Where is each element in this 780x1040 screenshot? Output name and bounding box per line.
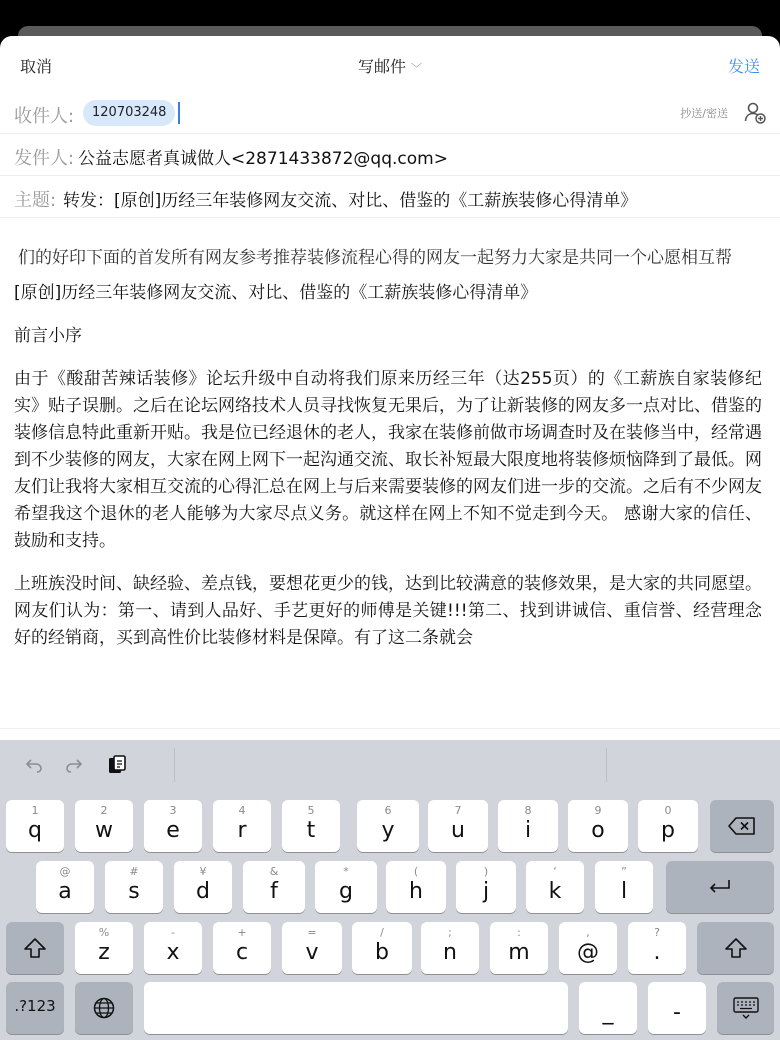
key-underscore[interactable] [579, 982, 637, 1034]
key-x[interactable] [144, 922, 202, 974]
key-label: . [653, 940, 661, 965]
key-hint: 3 [169, 804, 177, 817]
key-hint: ¥ [199, 865, 207, 878]
key-hint: ) [483, 865, 489, 878]
paste-icon[interactable] [106, 754, 128, 776]
body-paragraph: 上班族没时间、缺经验、差点钱，要想花更少的钱，达到比较满意的装修效果，是大家的共同愿望。网友们认为：第一、请到人品好、手艺更好的师傅是关键!!!第二、找到讲诚信、重信誉、经营理念好的经销商，买到高性价比装修材料是保障。有了这二条就会 [14, 574, 762, 648]
globe-icon [92, 996, 116, 1020]
key-w[interactable] [75, 800, 133, 852]
redo-icon[interactable] [64, 754, 84, 776]
return-key[interactable] [666, 861, 774, 913]
key-hint: / [380, 926, 384, 939]
toolbar-divider [606, 748, 607, 782]
numbers-mode-key[interactable] [6, 982, 64, 1034]
recipient-field[interactable] [0, 92, 780, 134]
shift-key-left[interactable] [6, 922, 64, 974]
cancel-button[interactable]: 取消 [20, 57, 53, 76]
key-label: n [443, 940, 457, 965]
recipient-chip[interactable]: 120703248 [83, 100, 175, 126]
key-hint: # [129, 865, 139, 878]
key-hint: ” [621, 865, 627, 878]
key-z[interactable] [75, 922, 133, 974]
return-icon [707, 877, 733, 897]
recipient-label: 收件人: [14, 106, 75, 127]
key-label: z [98, 940, 110, 965]
key-label: r [237, 818, 247, 843]
key-hint: 0 [664, 804, 672, 817]
key-r[interactable] [213, 800, 271, 852]
key-label: i [524, 818, 532, 843]
key-hint: 7 [454, 804, 462, 817]
key-hint: 1 [31, 804, 39, 817]
clipped-text: 们的好印下面的首发所有网友参考推荐装修流程心得的网友一起努力大家是共同一个心愿相互帮 [18, 248, 732, 268]
keyboard-shortcut-bar [0, 740, 780, 790]
key-label: k [548, 879, 562, 904]
backspace-icon [727, 816, 757, 836]
key-label: _ [602, 1000, 614, 1025]
key-label: u [451, 818, 465, 843]
key-label: b [375, 940, 389, 965]
key-n[interactable] [421, 922, 479, 974]
key-hint: = [307, 926, 317, 939]
key-h[interactable] [386, 861, 446, 913]
key-label: e [166, 818, 180, 843]
subject-label: 主题: [14, 190, 57, 211]
key-label: a [58, 879, 72, 904]
key-hint: ; [448, 926, 452, 939]
shift-icon [23, 937, 47, 959]
key-label: g [339, 879, 353, 904]
key-m[interactable] [490, 922, 548, 974]
chevron-down-icon: ﹀ [411, 62, 422, 75]
key-label: h [409, 879, 423, 904]
key-p[interactable] [638, 800, 698, 852]
hide-keyboard-key[interactable] [717, 982, 774, 1034]
compose-title[interactable] [0, 54, 780, 77]
shift-icon [724, 937, 748, 959]
key-i[interactable] [498, 800, 558, 852]
key-q[interactable] [6, 800, 64, 852]
key-label: @ [577, 940, 599, 965]
globe-key[interactable] [75, 982, 133, 1034]
key-d[interactable] [174, 861, 232, 913]
key-label: x [166, 940, 180, 965]
backspace-key[interactable] [710, 800, 774, 852]
key-label: j [482, 879, 490, 904]
key-t[interactable] [282, 800, 340, 852]
sender-value: 公益志愿者真诚做人<2871433872@qq.com> [78, 149, 448, 169]
key-u[interactable] [428, 800, 488, 852]
key-hint: 6 [384, 804, 392, 817]
key-hint: ( [413, 865, 419, 878]
subject-field[interactable] [0, 176, 780, 218]
key-hint: 9 [594, 804, 602, 817]
key-hint: , [586, 926, 590, 939]
key-label: .?123 [14, 997, 56, 1015]
body-title-line: [原创]历经三年装修网友交流、对比、借鉴的《工薪族装修心得清单》 [14, 283, 538, 303]
key-k[interactable] [526, 861, 584, 913]
key-label: c [235, 940, 249, 965]
compose-sheet [0, 36, 780, 740]
key-label: v [305, 940, 319, 965]
key-hint: 5 [307, 804, 315, 817]
key-hint: 8 [524, 804, 532, 817]
key-label: t [306, 818, 316, 843]
key-hint: + [237, 926, 247, 939]
key-at[interactable] [559, 922, 617, 974]
key-label: w [95, 818, 113, 843]
key-y[interactable] [357, 800, 419, 852]
key-dash[interactable] [648, 982, 706, 1034]
add-contact-icon[interactable] [744, 100, 766, 126]
onscreen-keyboard [0, 740, 780, 1040]
key-hint: @ [59, 865, 71, 878]
key-hint: : [517, 926, 521, 939]
key-label: m [508, 940, 530, 965]
key-g[interactable] [315, 861, 377, 913]
key-hint: % [98, 926, 110, 939]
space-bar[interactable] [144, 982, 568, 1034]
body-paragraph: 由于《酸甜苦辣话装修》论坛升级中自动将我们原来历经三年（达255页）的《工薪族自家装修纪实》贴子误删。之后在论坛网络技术人员寻找恢复无果后，为了让新装修的网友多一点对比、借鉴的装修信息特此重新开贴。我是位已经退休的老人，我家在装修前做市场调查时及在装修当中，经常遇到不少装修的网友，大家在网上网下一起沟通交流、取长补短最大限度地将装修烦恼降到了最低。网友们让我将大家相互交流的心得汇总在网上与后来需要装修的网友们进一步的交流。之后有不少网友希望我这个退休的老人能够为大家尽点义务。就这样在网上不知不觉走到今天。 感谢大家的信任、鼓励和支持。 [14, 369, 762, 551]
text-cursor [178, 102, 180, 124]
sender-field[interactable] [0, 134, 780, 176]
body-preface-heading: 前言小序 [14, 326, 82, 346]
key-l[interactable] [595, 861, 653, 913]
key-label: q [28, 818, 42, 843]
key-label: o [591, 818, 605, 843]
message-body[interactable] [14, 280, 762, 668]
key-b[interactable] [352, 922, 412, 974]
key-hint: & [269, 865, 279, 878]
key-label: y [381, 818, 395, 843]
key-label: d [196, 879, 210, 904]
key-label: l [620, 879, 628, 904]
toolbar-divider [174, 748, 175, 782]
shift-key-right[interactable] [697, 922, 774, 974]
key-c[interactable] [213, 922, 271, 974]
key-hint: ‘ [553, 865, 557, 878]
key-j[interactable] [456, 861, 516, 913]
key-hint: * [343, 865, 349, 878]
key-e[interactable] [144, 800, 202, 852]
key-hint: - [171, 926, 175, 939]
key-f[interactable] [243, 861, 305, 913]
compose-navbar [0, 36, 780, 92]
key-s[interactable] [105, 861, 163, 913]
compose-title-label: 写邮件 [357, 57, 406, 76]
key-v[interactable] [282, 922, 342, 974]
key-label: s [128, 879, 140, 904]
key-a[interactable] [36, 861, 94, 913]
clipped-text-line [18, 248, 762, 268]
key-hint: ? [654, 926, 660, 939]
subject-value: 转发：[原创]历经三年装修网友交流、对比、借鉴的《工薪族装修心得清单》 [63, 191, 638, 211]
key-label: f [270, 879, 278, 904]
key-label: - [673, 1000, 681, 1025]
key-hint: 2 [100, 804, 108, 817]
send-button[interactable]: 发送 [727, 57, 760, 76]
sender-label: 发件人: [14, 148, 75, 169]
keyboard-dismiss-icon [732, 996, 760, 1020]
key-label: p [661, 818, 675, 843]
key-o[interactable] [568, 800, 628, 852]
key-period[interactable] [628, 922, 686, 974]
cc-bcc-button[interactable]: 抄送/密送 [680, 107, 728, 120]
undo-icon[interactable] [24, 754, 44, 776]
key-hint: 4 [238, 804, 246, 817]
